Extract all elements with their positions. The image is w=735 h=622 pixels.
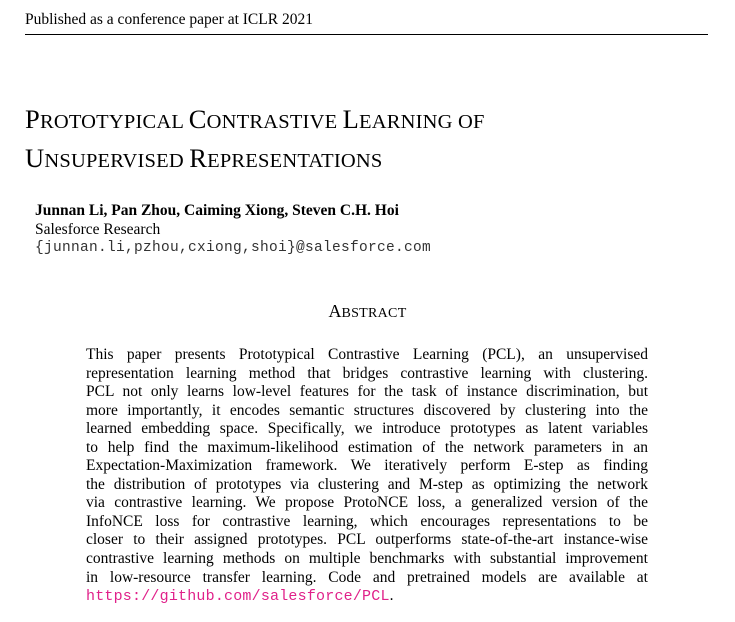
author-names: Junnan Li, Pan Zhou, Caiming Xiong, Steven C.H. Hoi	[35, 202, 399, 219]
author-block	[35, 201, 431, 258]
url-suffix: .	[389, 587, 394, 605]
title-line-2	[25, 140, 485, 179]
title-word: UNSUPERVISED	[25, 143, 190, 173]
title-word: CONTRASTIVE	[188, 104, 343, 134]
affiliation: Salesforce Research	[35, 221, 161, 238]
abstract-line: Expectation-Maximization framework. We iteratively perform E-step as finding	[86, 457, 648, 475]
running-header	[25, 10, 708, 35]
abstract-line: PCL not only learns low-level features for the task of instance discrimination, but	[86, 383, 648, 401]
abstract-line: closer to their assigned prototypes. PCL outperforms state-of-the-art instance-wise	[86, 531, 648, 549]
abstract-line: learned embedding space. Specifically, we introduce prototypes as latent variables	[86, 420, 648, 438]
abstract-line: in low-resource transfer learning. Code and pretrained models are available at	[86, 568, 648, 586]
title-word: LEARNING OF	[342, 104, 485, 134]
author-emails: {junnan.li,pzhou,cxiong,shoi}@salesforce.com	[35, 240, 432, 256]
paper-title	[25, 101, 485, 179]
title-line-1	[25, 101, 485, 140]
abstract-line: representation learning method that bridges contrastive learning with clustering.	[86, 364, 648, 382]
abstract-line: via contrastive learning. We propose ProtoNCE loss, a generalized version of the	[86, 494, 648, 512]
code-link[interactable]: https://github.com/salesforce/PCL	[86, 588, 390, 606]
abstract-line: This paper presents Prototypical Contrastive Learning (PCL), an unsupervised	[86, 346, 648, 363]
abstract-line: contrastive learning methods on multiple benchmarks with substantial improvement	[86, 550, 648, 568]
header-text: Published as a conference paper at ICLR 2021	[25, 11, 313, 28]
abstract-heading: ABSTRACT	[328, 301, 407, 321]
abstract-line	[86, 587, 648, 606]
abstract-line: InfoNCE loss for contrastive learning, which encourages representations to be	[86, 512, 648, 530]
title-word: REPRESENTATIONS	[189, 143, 383, 173]
abstract-line: to help find the maximum-likelihood estimation of the network parameters in an	[86, 438, 648, 456]
abstract-body	[86, 346, 648, 606]
abstract-line: more importantly, it encodes semantic structures discovered by clustering into the	[86, 401, 648, 419]
abstract-line: the distribution of prototypes via clustering and M-step as optimizing the network	[86, 475, 648, 493]
title-word: PROTOTYPICAL	[25, 104, 189, 134]
